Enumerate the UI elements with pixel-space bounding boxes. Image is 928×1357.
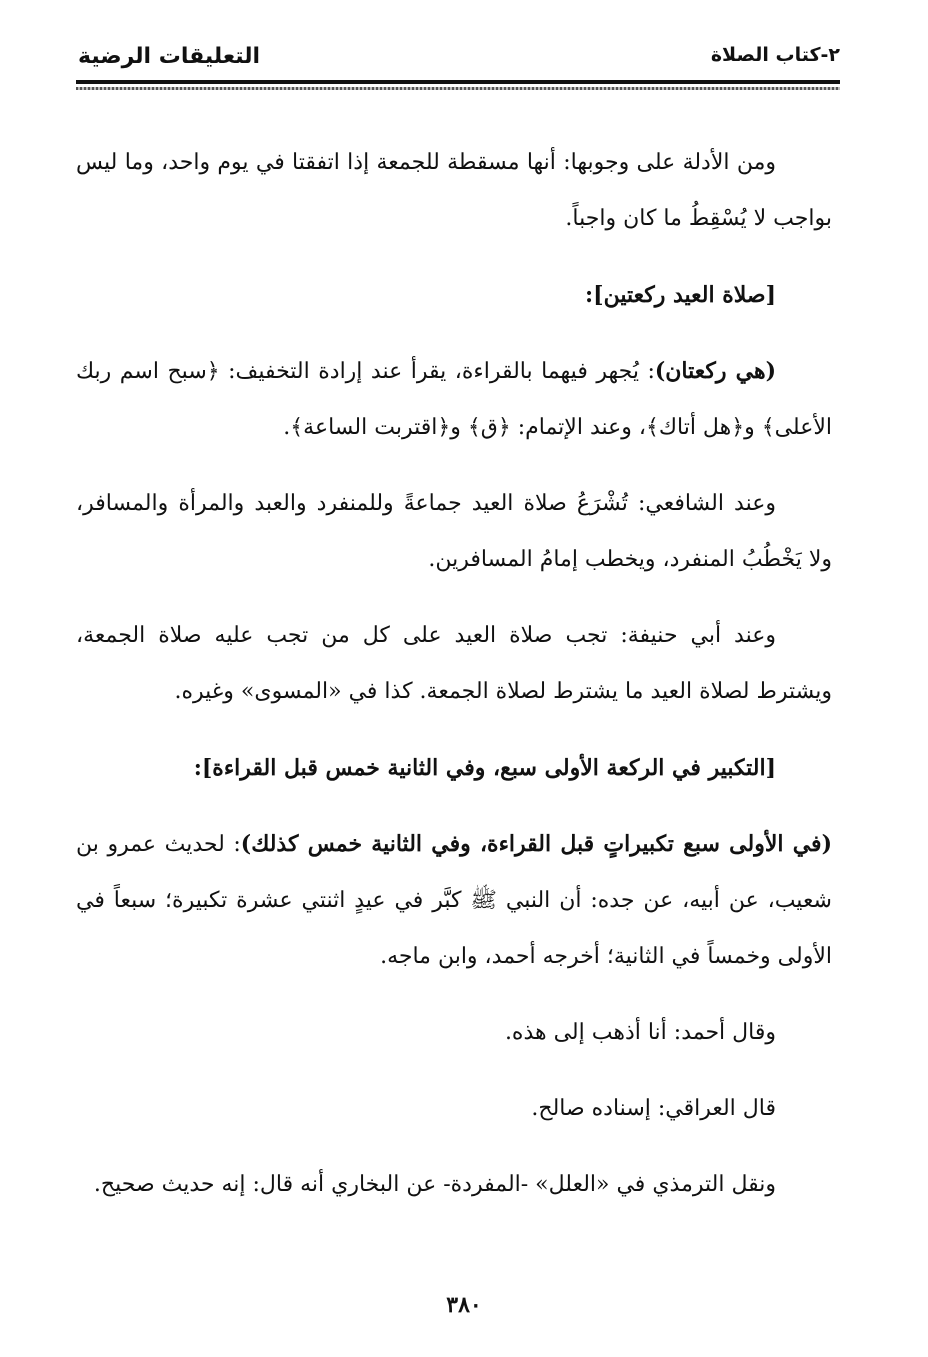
paragraph-text: : لحديث عمرو بن شعيب، عن أبيه، عن جده: أن النبي ﷺ كبَّر في عيدٍ اثنتي عشرة تكبيرة؛ سبعاً في الأولى وخمساً في الثانية؛ أخرجه أحمد، وابن ماجه. [76, 832, 832, 969]
lemma-text: (هي ركعتان) [654, 358, 776, 384]
paragraph-text: ونقل الترمذي في «العلل» -المفردة- عن البخاري أنه قال: إنه حديث صحيح. [93, 1172, 776, 1197]
header-rule-dotted [76, 87, 840, 90]
section-heading-eid-prayer [76, 267, 832, 323]
page-body [76, 135, 832, 1233]
paragraph-7 [76, 816, 832, 985]
paragraph-4 [76, 476, 832, 588]
paragraph-3 [76, 343, 832, 456]
running-header [78, 44, 840, 74]
heading-text: [صلاة العيد ركعتين]: [585, 282, 776, 308]
header-rule [76, 80, 840, 84]
lemma-text: (في الأولى سبع تكبيراتٍ قبل القراءة، وفي الثانية خمس كذلك) [240, 831, 832, 857]
paragraph-10 [76, 1157, 832, 1213]
paragraph-text: ومن الأدلة على وجوبها: أنها مسقطة للجمعة إذا اتفقتا في يوم واحد، وما ليس بواجب لا يُسْقِطُ ما كان واجباً. [76, 150, 832, 231]
paragraph-9 [76, 1081, 832, 1137]
paragraph-text: قال العراقي: إسناده صالح. [531, 1096, 776, 1121]
book-title: التعليقات الرضية [78, 44, 261, 69]
paragraph-1 [76, 135, 832, 247]
page-number: ٣٨٠ [446, 1292, 482, 1318]
section-heading-takbir [76, 740, 832, 796]
chapter-title: ٢-كتاب الصلاة [710, 44, 840, 66]
paragraph-text: وعند الشافعي: تُشْرَعُ صلاة العيد جماعةً وللمنفرد والعبد والمرأة والمسافر، ولا يَخْطُبُ المنفرد، ويخطب إمامُ المسافرين. [76, 491, 832, 572]
heading-text: [التكبير في الركعة الأولى سبع، وفي الثانية خمس قبل القراءة]: [193, 755, 776, 781]
paragraph-8 [76, 1005, 832, 1061]
paragraph-text: : يُجهر فيهما بالقراءة، يقرأ عند إرادة التخفيف: ﴿سبح اسم ربك الأعلى﴾ و﴿هل أتاك﴾، وعند الإتمام: ﴿ق﴾ و﴿اقتربت الساعة﴾. [76, 359, 832, 440]
paragraph-text: وعند أبي حنيفة: تجب صلاة العيد على كل من تجب عليه صلاة الجمعة، ويشترط لصلاة العيد ما يشترط لصلاة الجمعة. كذا في «المسوى» وغيره. [76, 623, 832, 704]
paragraph-5 [76, 608, 832, 720]
paragraph-text: وقال أحمد: أنا أذهب إلى هذه. [504, 1020, 776, 1045]
